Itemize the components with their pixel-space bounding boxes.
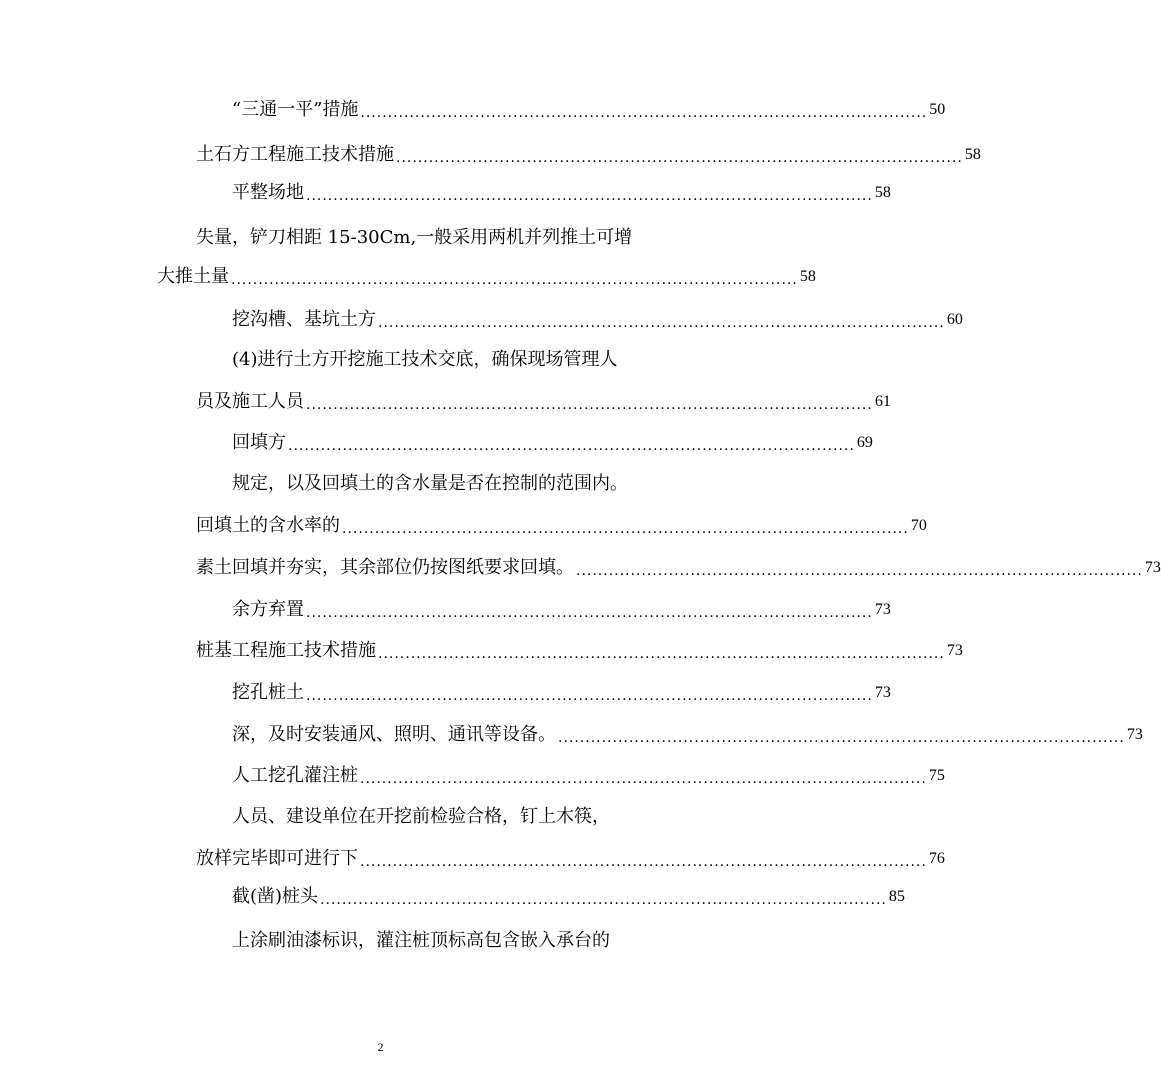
toc-entry[interactable] <box>232 680 891 706</box>
toc-leader-dots: ........................................................................................................ <box>320 892 887 908</box>
toc-entry[interactable] <box>232 763 945 789</box>
toc-entry-title: 回填方 <box>232 432 286 453</box>
toc-entry[interactable] <box>232 884 905 910</box>
toc-leader-dots: ........................................................................................................ <box>360 854 927 870</box>
toc-entry-title: 挖沟槽、基坑土方 <box>232 309 376 330</box>
toc-entry-title: 挖孔桩土 <box>232 682 304 703</box>
toc-entry-title: 平整场地 <box>232 182 304 203</box>
toc-entry-page: 61 <box>874 393 891 410</box>
toc-leader-dots: ........................................................................................................ <box>306 605 873 621</box>
toc-leader-dots: ........................................................................................................ <box>231 272 798 288</box>
toc-entry[interactable] <box>232 430 873 456</box>
toc-entry-text-wrapped: 规定，以及回填土的含水量是否在控制的范围内。 <box>232 473 628 494</box>
toc-entry[interactable] <box>232 97 946 123</box>
toc-entry-title: 员及施工人员 <box>196 391 304 412</box>
toc-entry-page: 73 <box>874 684 891 701</box>
toc-entry-page: 73 <box>874 601 891 618</box>
toc-entry-page: 76 <box>928 850 945 867</box>
toc-entry-page: 69 <box>856 434 873 451</box>
toc-leader-dots: ........................................................................................................ <box>360 771 927 787</box>
toc-entry[interactable] <box>232 597 891 623</box>
toc-entry-page: 58 <box>799 268 816 285</box>
toc-entry-page: 73 <box>946 642 963 659</box>
toc-entry[interactable] <box>196 638 963 664</box>
toc-entry[interactable] <box>232 307 963 333</box>
toc-entry[interactable] <box>196 513 927 539</box>
toc-leader-dots: ........................................................................................................ <box>378 646 945 662</box>
toc-entry-title: 素土回填并夯实，其余部位仍按图纸要求回填。 <box>196 557 574 578</box>
toc-entry-page: 73 <box>1144 559 1161 576</box>
toc-entry-title: 人工挖孔灌注桩 <box>232 765 358 786</box>
toc-entry[interactable] <box>196 142 981 168</box>
toc-entry-title: 回填土的含水率的 <box>196 515 340 536</box>
toc-entry-page: 58 <box>874 184 891 201</box>
toc-entry-text-wrapped: (4)进行土方开挖施工技术交底，确保现场管理人 <box>232 349 618 370</box>
toc-entry-title: 深，及时安装通风、照明、通讯等设备。 <box>232 724 556 745</box>
toc-entry-title: 桩基工程施工技术措施 <box>196 640 376 661</box>
toc-entry[interactable] <box>232 180 891 206</box>
toc-entry-text-wrapped: 上涂刷油漆标识，灌注桩顶标高包含嵌入承台的 <box>232 930 610 951</box>
toc-entry-page: 73 <box>1126 726 1143 743</box>
toc-leader-dots: ........................................................................................................ <box>576 563 1143 579</box>
toc-entry-title: “三通一平”措施 <box>232 99 359 120</box>
toc-entry-title: 余方弃置 <box>232 599 304 620</box>
toc-leader-dots: ........................................................................................................ <box>558 730 1125 746</box>
toc-leader-dots: ........................................................................................................ <box>396 150 963 166</box>
toc-entry-title: 大推土量 <box>157 266 229 287</box>
toc-leader-dots: ........................................................................................................ <box>342 521 909 537</box>
toc-entry[interactable] <box>196 389 891 415</box>
toc-leader-dots: ........................................................................................................ <box>288 438 855 454</box>
toc-entry-page: 50 <box>929 101 946 118</box>
toc-leader-dots: ........................................................................................................ <box>378 315 945 331</box>
toc-entry[interactable] <box>196 555 1161 581</box>
toc-entry-page: 58 <box>964 146 981 163</box>
toc-entry-page: 85 <box>888 888 905 905</box>
toc-entry[interactable] <box>196 846 945 872</box>
toc-entry-title: 土石方工程施工技术措施 <box>196 144 394 165</box>
toc-entry-title: 放样完毕即可进行下 <box>196 848 358 869</box>
toc-leader-dots: ........................................................................................................ <box>306 188 873 204</box>
toc-entry-text-wrapped: 失量，铲刀相距 15-30Cm,一般采用两机并列推土可增 <box>196 227 633 248</box>
toc-entry-page: 75 <box>928 767 945 784</box>
toc-entry-page: 70 <box>910 517 927 534</box>
toc-leader-dots: ........................................................................................................ <box>306 688 873 704</box>
toc-entry[interactable] <box>157 264 816 290</box>
toc-entry[interactable] <box>232 722 1143 748</box>
toc-leader-dots: ........................................................................................................ <box>306 397 873 413</box>
toc-entry-text-wrapped: 人员、建设单位在开挖前检验合格，钉上木筷， <box>232 806 610 827</box>
toc-leader-dots: ........................................................................................................ <box>360 105 928 121</box>
toc-entry-title: 截(凿)桩头 <box>232 886 319 907</box>
page-number: 2 <box>377 1040 384 1054</box>
toc-entry-page: 60 <box>946 311 963 328</box>
